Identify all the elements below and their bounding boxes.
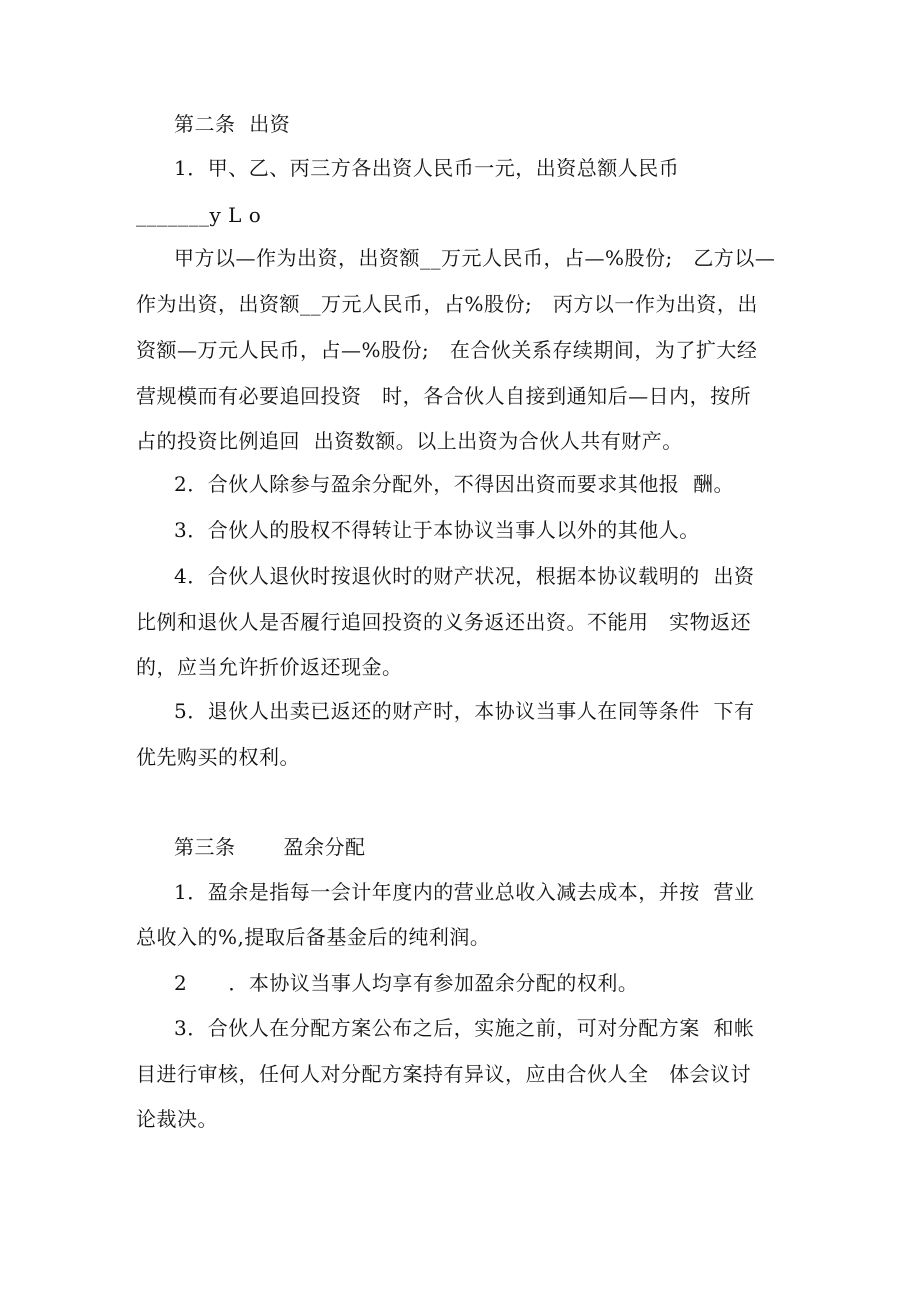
section-3-line-4: 3．合伙人在分配方案公布之后，实施之前，可对分配方案 和帐 xyxy=(174,1016,755,1040)
section-3-line-6: 论裁决。 xyxy=(136,1107,218,1131)
section-2-line-11: 比例和退伙人是否履行追回投资的义务返还出资。不能用 实物返还 xyxy=(136,610,752,634)
section-3-line-1: 1．盈余是指每一会计年度内的营业总收入减去成本，并按 营业 xyxy=(174,880,755,904)
section-2-line-3: 甲方以—作为出资，出资额__万元人民币，占—%股份; 乙方以— xyxy=(174,246,776,270)
section-2-line-5: 资额—万元人民币，占—%股份; 在合伙关系存续期间，为了扩大经 xyxy=(136,338,758,362)
section-3-line-2: 总收入的%,提取后备基金后的纯利润。 xyxy=(136,925,491,949)
section-2-line-1: 1．甲、乙、丙三方各出资人民币一元，出资总额人民币 xyxy=(174,156,680,180)
section-2-line-6: 营规模而有必要追回投资 时，各合伙人自接到通知后—日内，按所 xyxy=(136,384,752,408)
section-2-line-9: 3．合伙人的股权不得转让于本协议当事人以外的其他人。 xyxy=(174,518,700,542)
section-3-heading: 第三条 盈余分配 xyxy=(174,835,366,859)
section-2-line-14: 优先购买的权利。 xyxy=(136,745,300,769)
section-2-line-12: 的，应当允许折价返还现金。 xyxy=(136,655,403,679)
section-2-heading: 第二条 出资 xyxy=(174,112,291,136)
section-3-line-5: 目进行审核，任何人对分配方案持有异议，应由合伙人全 体会议讨 xyxy=(136,1062,752,1086)
section-2-line-10: 4．合伙人退伙时按退伙时的财产状况，根据本协议载明的 出资 xyxy=(174,564,755,588)
section-2-line-13: 5．退伙人出卖已返还的财产时，本协议当事人在同等条件 下有 xyxy=(174,699,755,723)
section-2-line-2: _______y L o xyxy=(136,203,262,227)
section-3-line-3: 2 ．本协议当事人均享有参加盈余分配的权利。 xyxy=(174,971,639,995)
section-2-line-8: 2．合伙人除参与盈余分配外，不得因出资而要求其他报 酬。 xyxy=(174,472,734,496)
section-2-line-4: 作为出资，出资额__万元人民币，占%股份; 丙方以一作为出资，出 xyxy=(136,292,758,316)
section-2-line-7: 占的投资比例追回 出资数额。以上出资为合伙人共有财产。 xyxy=(136,429,683,453)
